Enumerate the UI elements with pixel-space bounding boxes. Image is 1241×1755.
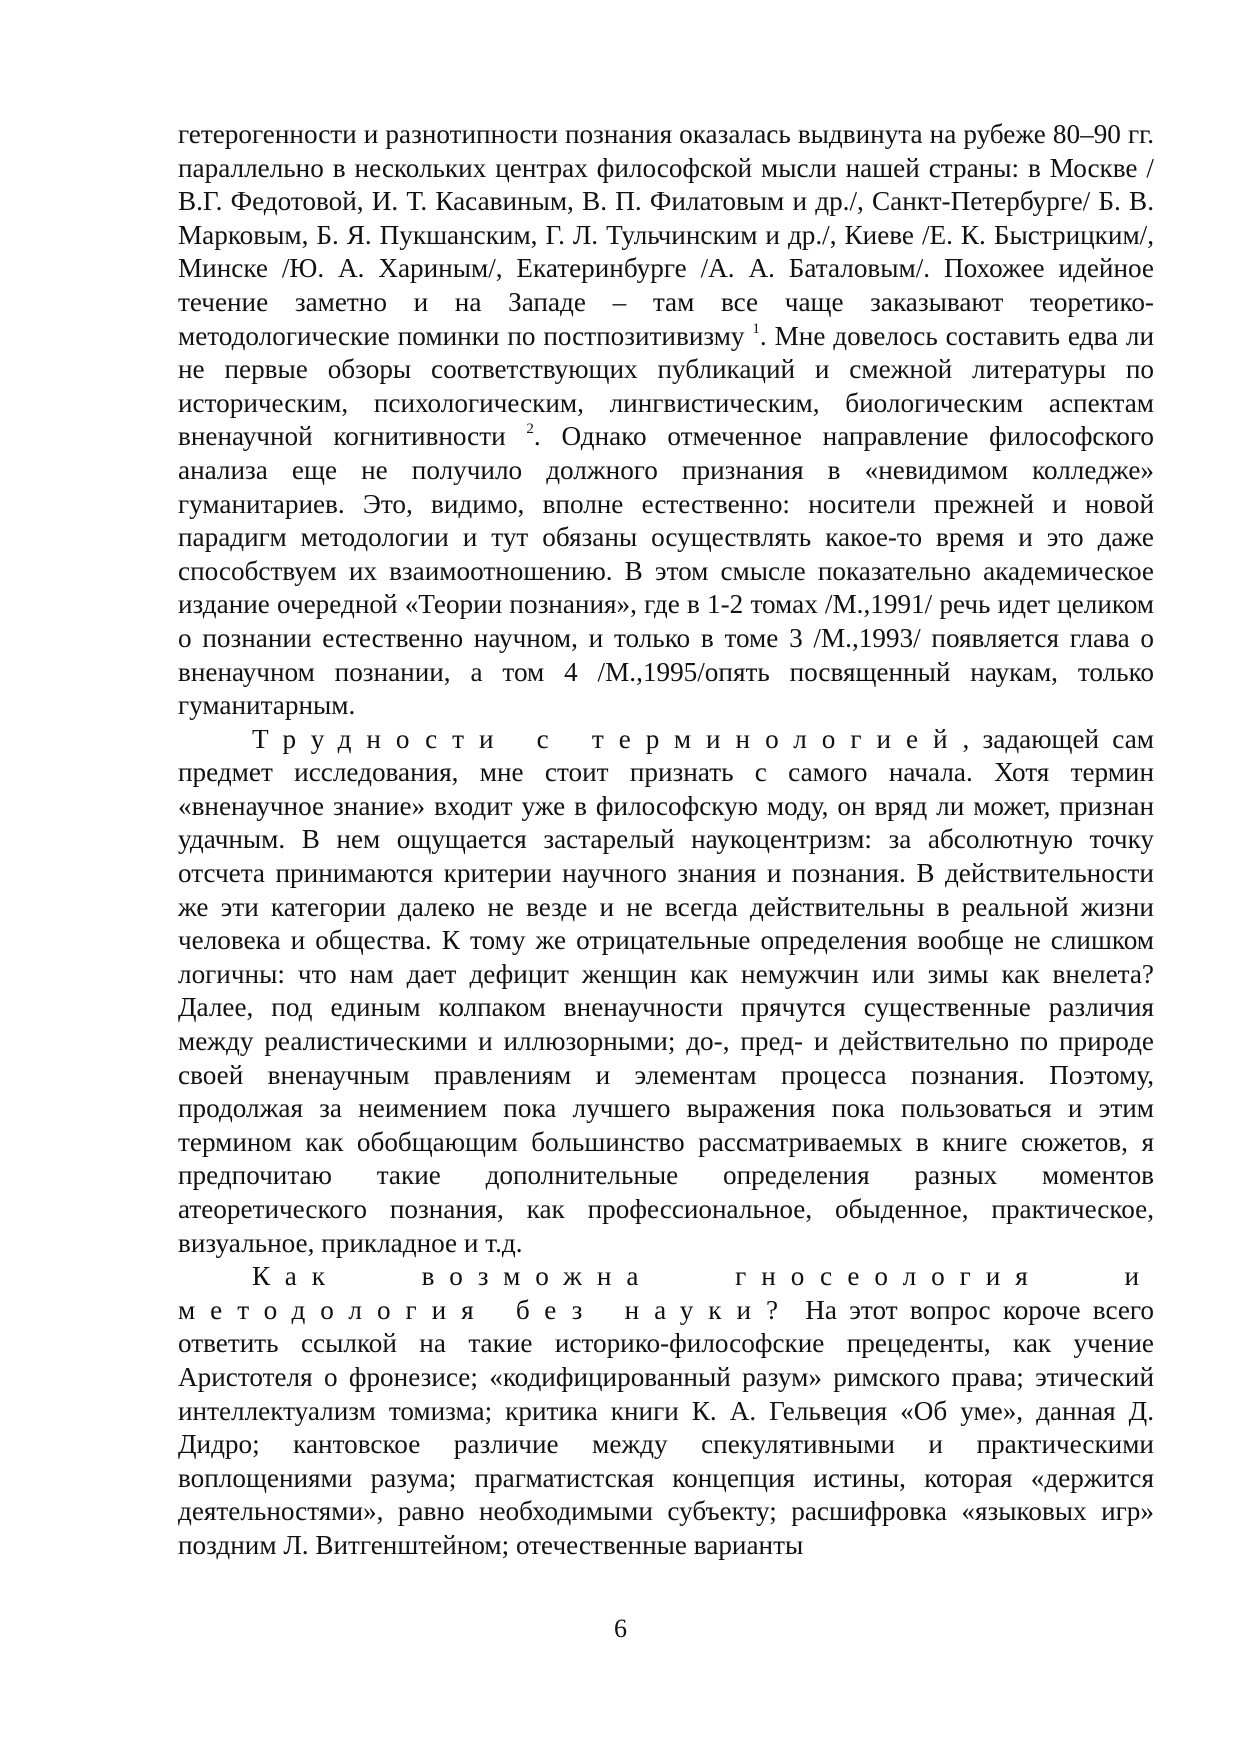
paragraph-2-emphasis: Трудности с терминологией <box>252 723 963 754</box>
footnote-ref-1[interactable]: 1 <box>752 320 760 337</box>
paragraph-1-text-c: . Однако отмеченное направление философского анализа еще не получило должного признания в «невидимом колледже» гуманитариев. Это, видимо, вполне естественно: носители прежней и новой парадигм методологии и тут обязаны осуществлять какое-то время и это даже способствуем их взаимоотношению. В этом смысле показательно академическое издание очередной «Теории познания», где в 1-2 томах /М.,1991/ речь идет целиком о познании естественно научном, и только в томе 3 /М.,1993/ появляется глава о вненаучном познании, а том 4 /М.,1995/опять посвященный наукам, только гуманитарным. <box>178 421 1154 721</box>
paragraph-2 <box>178 723 1154 1261</box>
paragraph-2-text: , задающей сам предмет исследования, мне стоит признать с самого начала. Хотя термин «вненаучное знание» входит уже в философскую моду, он вряд ли может, признан удачным. В нем ощущается застарелый наукоцентризм: за абсолютную точку отсчета принимаются критерии научного знания и познания. В действительности же эти категории далеко не везде и не всегда действительны в реальной жизни человека и общества. К тому же отрицательные определения вообще не слишком логичны: что нам дает дефицит женщин как немужчин или зимы как внелета? Далее, под единым колпаком вненаучности прячутся существенные различия между реалистическими и иллюзорными; до-, пред- и действительно по природе своей вненаучным правлениям и элементам процесса познания. Поэтому, продолжая за неимением пока лучшего выражения пока пользоваться и этим термином как обобщающим большинство рассматриваемых в книге сюжетов, я предпочитаю такие дополнительные определения разных моментов атеоретического познания, как профессиональное, обыденное, практическое, визуальное, прикладное и т.д. <box>178 723 1154 1258</box>
document-body <box>178 118 1154 1563</box>
page-number: 6 <box>614 1614 627 1643</box>
footnote-ref-2[interactable]: 2 <box>526 421 534 438</box>
paragraph-1-text-b: . Мне довелось составить едва ли не первые обзоры соответствующих публикаций и смежной литературы по историческим, психологическим, лингвистическим, биологическим аспектам вненаучной когнитивности <box>178 320 1154 452</box>
paragraph-3-emphasis: Как возможна гносеология и методология без науки? <box>178 1261 1154 1325</box>
paragraph-1 <box>178 118 1154 723</box>
paragraph-1-text-a: гетерогенности и разнотипности познания оказалась выдвинута на рубеже 80–90 гг. параллельно в нескольких центрах философской мысли нашей страны: в Москве / В.Г. Федотовой, И. Т. Касавиным, В. П. Филатовым и др./, Санкт-Петербурге/ Б. В. Марковым, Б. Я. Пукшанским, Г. Л. Тульчинским и др./, Киеве /Е. К. Быстрицким/, Минске /Ю. А. Хариным/, Екатеринбурге /А. А. Баталовым/. Похожее идейное течение заметно и на Западе – там все чаще заказывают теоретико-методологические поминки по постпозитивизму <box>178 119 1154 351</box>
paragraph-3 <box>178 1260 1154 1562</box>
paragraph-3-text: На этот вопрос короче всего ответить ссылкой на такие историко-философские прецеденты, как учение Аристотеля о фронезисе; «кодифицированный разум» римского права; этический интеллектуализм томизма; критика книги К. А. Гельвеция «Об уме», данная Д. Дидро; кантовское различие между спекулятивными и практическими воплощениями разума; прагматистская концепция истины, которая «держится деятельностями», равно необходимыми субъекту; расшифровка «языковых игр» поздним Л. Витгенштейном; отечественные варианты <box>178 1294 1154 1560</box>
